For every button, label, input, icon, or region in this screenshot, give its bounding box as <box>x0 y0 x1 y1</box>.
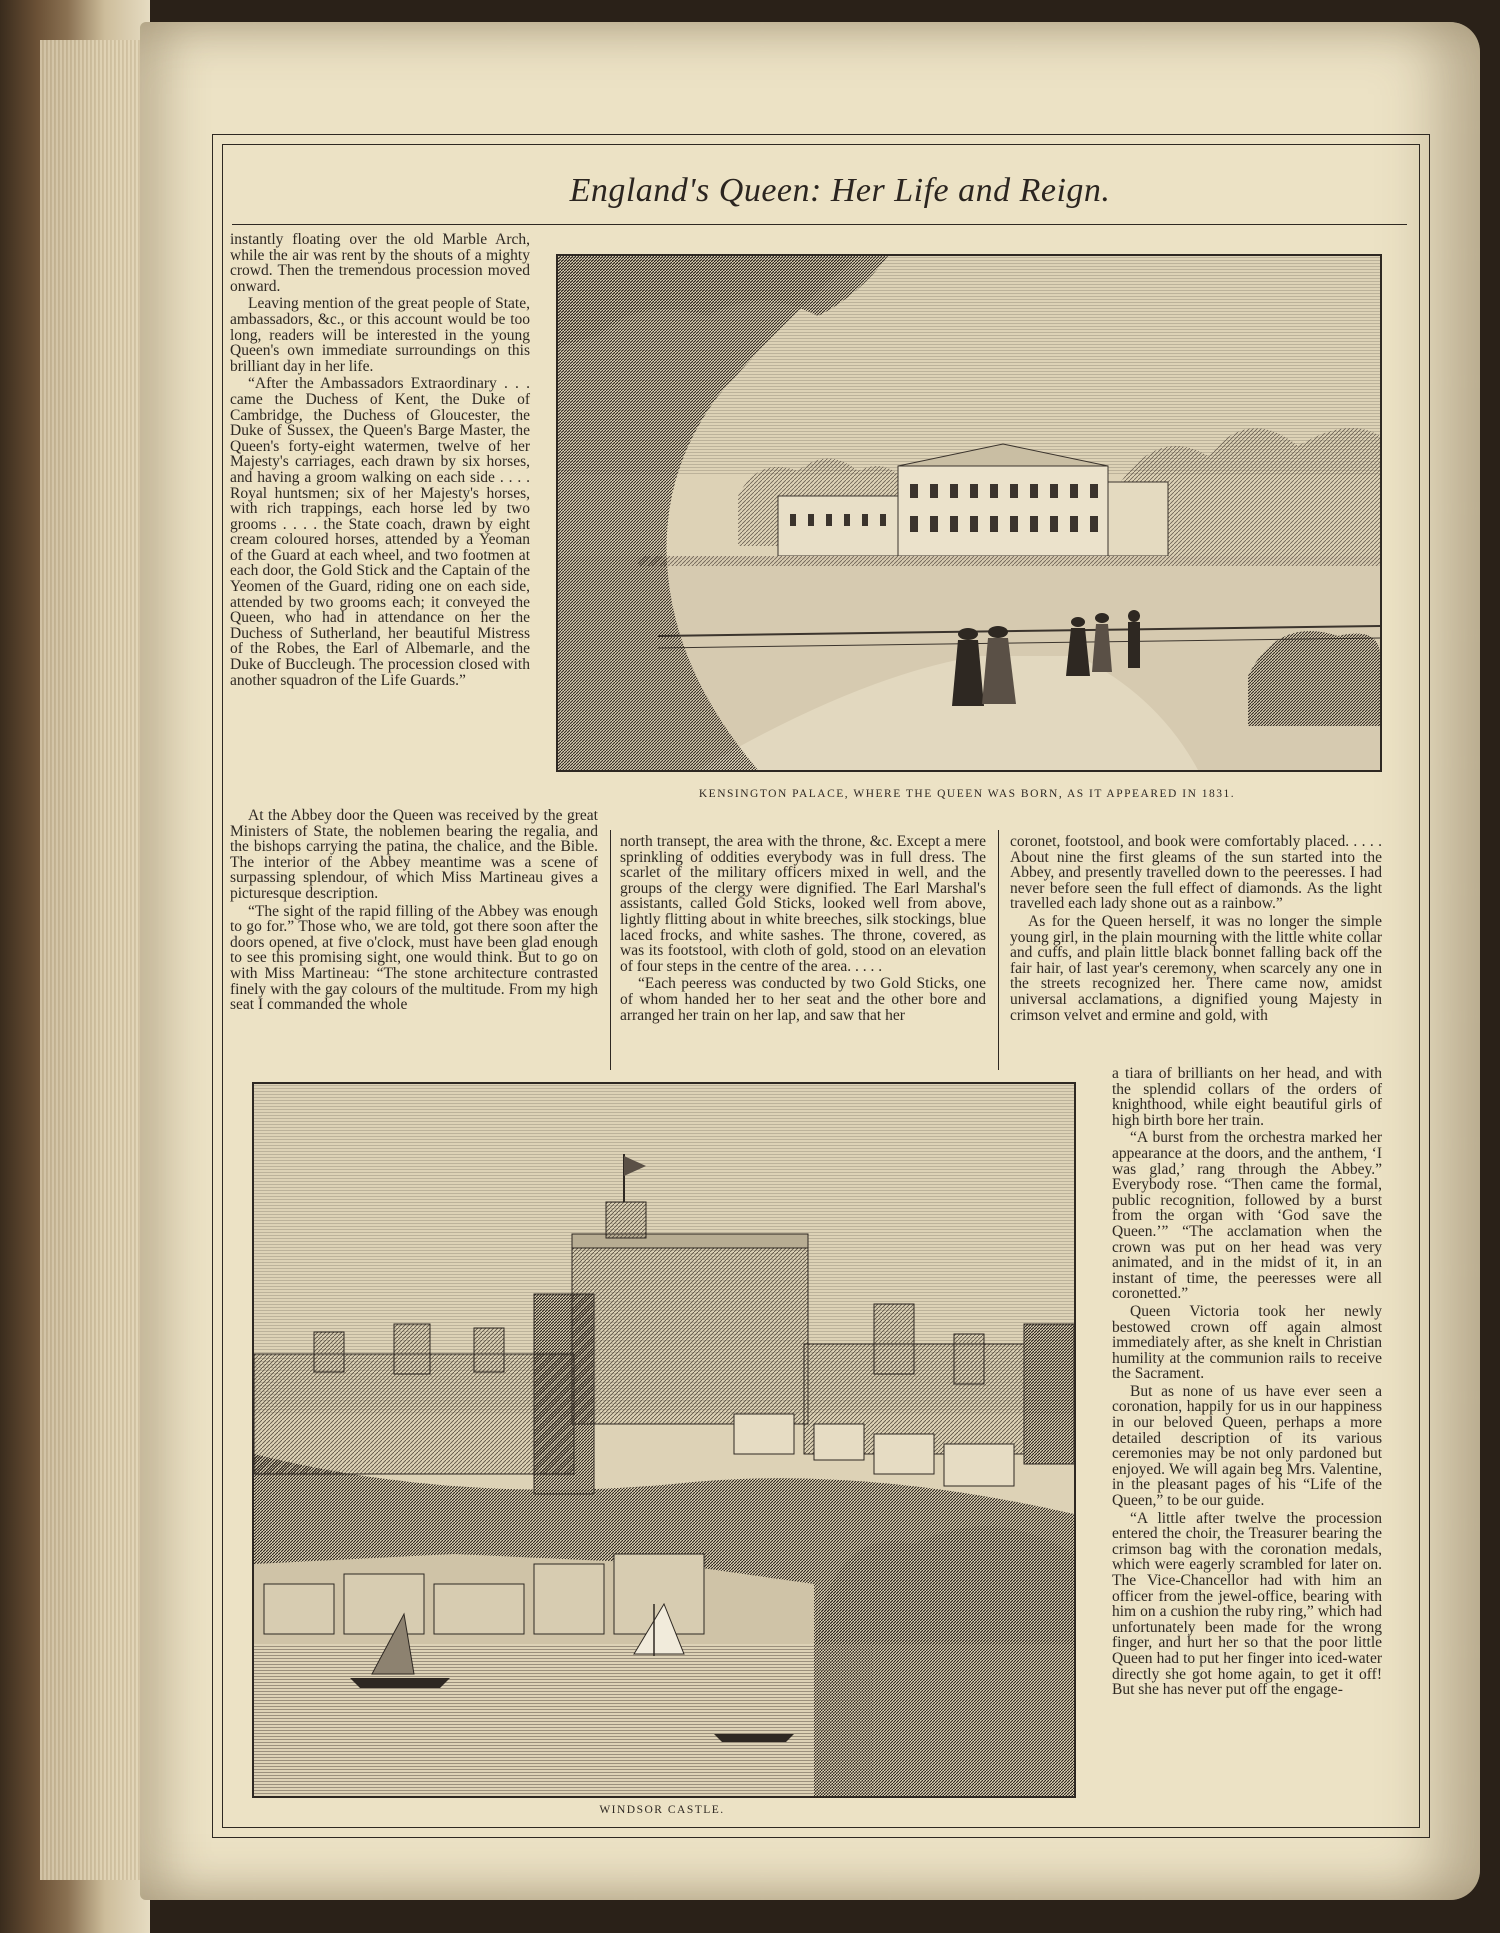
column-rule <box>998 830 999 1070</box>
paragraph: coronet, footstool, and book were comfortably placed. . . . . About nine the first gleams of the sun started into the Abbey, and presently travelled down to the peeresses. I had never before seen the full effect of diamonds. As the light travelled each lady shone out as a rainbow.” <box>1010 833 1382 913</box>
paragraph: But as none of us have ever seen a coronation, happily for us in our happiness in our beloved Queen, perhaps a more detailed description of its various ceremonies may be not only pardoned but enjoyed. We will again beg Mrs. Valentine, in the pleasant pages of his “Life of the Queen,” to be our guide. <box>1112 1382 1382 1510</box>
page-edges <box>40 40 150 1880</box>
column-rule <box>610 830 611 1070</box>
paragraph: a tiara of brilliants on her head, and with the splendid collars of the orders of knighthood, while eight beautiful girls of high birth bore her train. <box>1112 1065 1382 1129</box>
paragraph: north transept, the area with the throne, &c. Except a mere sprinkling of oddities everybody was in full dress. The scarlet of the military officers mixed in well, and the groups of the clergy were dignified. The Earl Marshal's assistants, called Gold Sticks, looked well from above, lightly flitting about in white breeches, silk stockings, blue laced frocks, and white sashes. The throne, covered, as was its footstool, with cloth of gold, stood on an elevation of four steps in the centre of the area. . . . . <box>620 833 986 975</box>
windsor-illustration-art <box>254 1084 1074 1796</box>
text-column-3b <box>1112 1066 1382 1700</box>
kensington-illustration-art <box>558 256 1380 770</box>
running-head: England's Queen: Her Life and Reign. <box>569 172 1111 209</box>
kensington-palace-engraving <box>556 254 1382 772</box>
paragraph: “A little after twelve the procession entered the choir, the Treasurer bearing the crimson bag with the coronation medals, which were eagerly scrambled for later on. The Vice-Chancellor had with him an officer from the jewel-office, bearing with him on a cushion the ruby ring,” which had unfortunately been made for the wrong finger, and hurt her so that the poor little Queen had to put her finger into iced-water directly she got home again, to get it off! But she has never put off the engage- <box>1112 1509 1382 1699</box>
windsor-castle-engraving <box>252 1082 1076 1798</box>
text-column-1b <box>230 808 598 1015</box>
header-rule <box>232 224 1407 225</box>
text-column-2 <box>620 834 986 1025</box>
text-column-1 <box>230 232 530 690</box>
kensington-caption: KENSINGTON PALACE, WHERE THE QUEEN WAS BORN, AS IT APPEARED IN 1831. <box>698 788 1236 800</box>
paragraph: “A burst from the orchestra marked her appearance at the doors, and the anthem, ‘I was glad,’ rang through the Abbey.” Everybody rose. “Then came the formal, public recognition, followed by a burst from the organ with ‘God save the Queen.’” “The acclamation when the crown was put on her head was very animated, and in the midst of it, in an instant of time, the peeresses were all coronetted.” <box>1112 1129 1382 1303</box>
paragraph: Queen Victoria took her newly bestowed crown off again almost immediately after, as she knelt in Christian humility at the communion rails to receive the Sacrament. <box>1112 1302 1382 1383</box>
paragraph: At the Abbey door the Queen was received by the great Ministers of State, the noblemen bearing the regalia, and the bishops carrying the patina, the chalice, and the Bible. The interior of the Abbey meantime was a scene of surpassing splendour, of which Miss Martineau gives a picturesque description. <box>230 807 598 902</box>
paragraph: Leaving mention of the great people of State, ambassadors, &c., or this account would be too long, readers will be interested in the young Queen's own immediate surroundings on this brilliant day in her life. <box>230 295 530 375</box>
paragraph: “Each peeress was conducted by two Gold Sticks, one of whom handed her to her seat and the other bore and arranged her train on her lap, and saw that her <box>620 975 986 1024</box>
paragraph: “The sight of the rapid filling of the Abbey was enough to go for.” Those who, we are told, got there soon after the doors opened, at five o'clock, must have been glad enough to see this promising sight, one would think. But to go on with Miss Martineau: “The stone architecture contrasted finely with the gay colours of the multitude. From my high seat I commanded the whole <box>230 902 598 1014</box>
windsor-caption: WINDSOR CASTLE. <box>599 1804 725 1816</box>
paragraph: instantly floating over the old Marble Arch, while the air was rent by the shouts of a mighty crowd. Then the tremendous procession moved onward. <box>230 231 530 295</box>
paragraph: As for the Queen herself, it was no longer the simple young girl, in the plain mourning with the little white collar and cuffs, and plain little black bonnet falling back off the fair hair, of last year's ceremony, when scarcely any one in the streets recognized her. There came now, amidst universal acclamations, a dignified young Majesty in crimson velvet and ermine and gold, with <box>1010 912 1382 1024</box>
text-column-3 <box>1010 834 1382 1025</box>
paragraph: “After the Ambassadors Extraordinary . . . came the Duchess of Kent, the Duke of Cambridge, the Duchess of Gloucester, the Duke of Sussex, the Queen's Barge Master, the Queen's forty-eight watermen, twelve of her Majesty's carriages, each drawn by six horses, and having a groom walking on each side . . . . Royal huntsmen; six of her Majesty's horses, with rich trappings, each horse led by two grooms . . . . the State coach, drawn by eight cream coloured horses, attended by a Yeoman of the Guard at each wheel, and two footmen at each door, the Gold Stick and the Captain of the Yeomen of the Guard, riding one on each side, attended by two grooms each; it conveyed the Queen, who had in attendance on her the Duchess of Sutherland, her beautiful Mistress of the Robes, the Earl of Albemarle, and the Duke of Buccleugh. The procession closed with another squadron of the Life Guards.” <box>230 375 530 689</box>
